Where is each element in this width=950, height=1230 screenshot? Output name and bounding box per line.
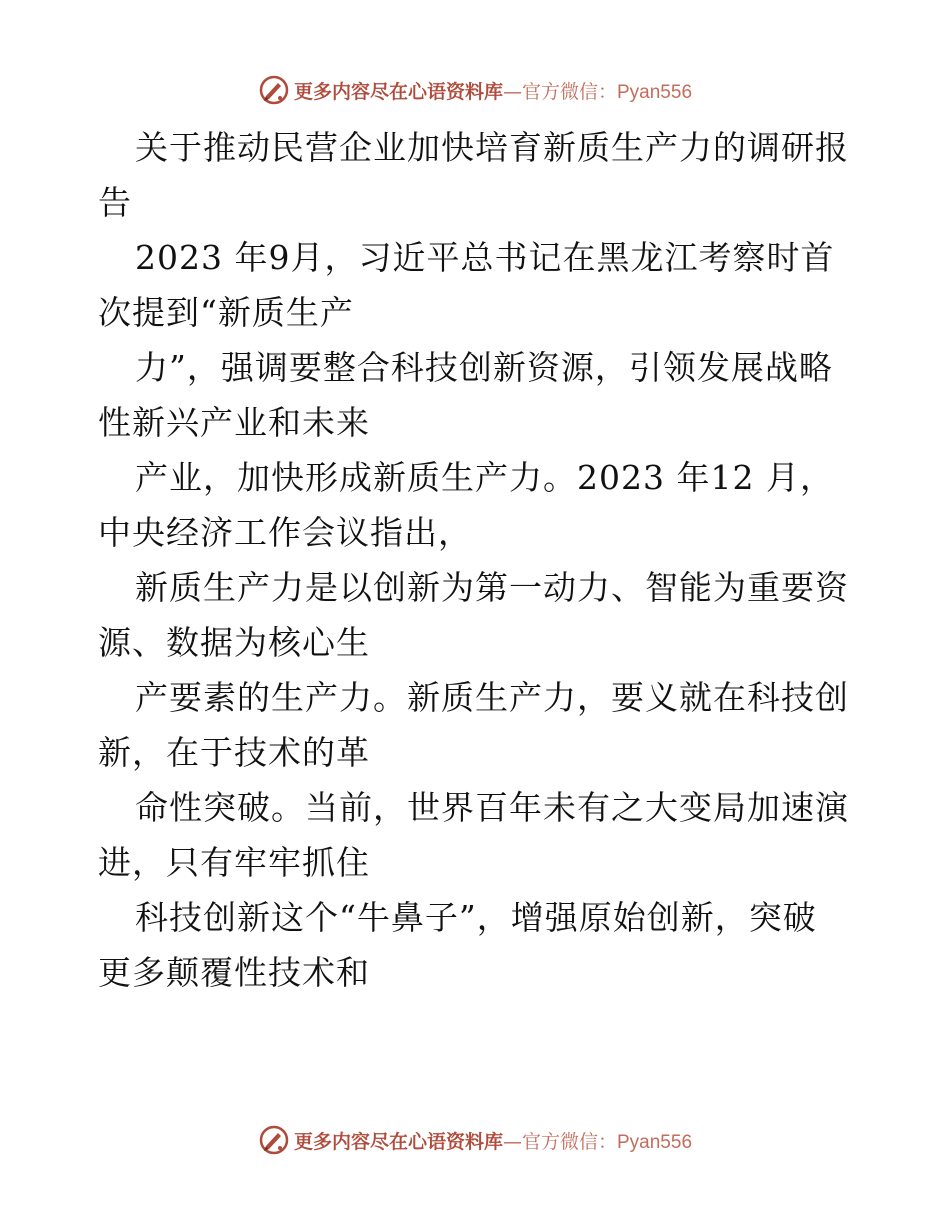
paragraph-line: 产要素的生产力。新质生产力，要义就在科技创 — [135, 678, 849, 717]
pen-logo-icon — [258, 74, 290, 106]
paragraph-line: 2023 年9月，习近平总书记在黑龙江考察时首 — [135, 238, 835, 277]
banner-main-text: 更多内容尽在心语资料库 — [293, 1130, 503, 1153]
banner-text — [294, 1127, 692, 1154]
paragraph-line: 产业，加快形成新质生产力。2023 年12 月， — [135, 458, 834, 497]
title-line-2: 告 — [98, 183, 132, 222]
banner-main-text: 更多内容尽在心语资料库 — [293, 80, 503, 103]
paragraph-line: 源、数据为核心生 — [98, 623, 370, 662]
footer-banner — [0, 1122, 950, 1158]
paragraph-line: 力”，强调要整合科技创新资源，引领发展战略 — [135, 348, 833, 387]
paragraph-line: 次提到“新质生产 — [98, 293, 354, 332]
pen-logo-icon — [258, 1124, 290, 1156]
banner-sub-text: 官方微信： — [521, 80, 617, 103]
title-line-1: 关于推动民营企业加快培育新质生产力的调研报 — [135, 128, 849, 167]
paragraph-line: 科技创新这个“牛鼻子”，增强原始创新，突破 — [135, 898, 817, 937]
paragraph-line: 进，只有牢牢抓住 — [98, 843, 370, 882]
paragraph-line: 新，在于技术的革 — [98, 733, 370, 772]
paragraph-line: 命性突破。当前，世界百年未有之大变局加速演 — [135, 788, 849, 827]
paragraph-line: 中央经济工作会议指出， — [98, 513, 472, 552]
paragraph-line: 性新兴产业和未来 — [98, 403, 370, 442]
banner-dash: — — [502, 80, 522, 103]
banner-dash: — — [502, 1130, 522, 1153]
banner-text — [294, 77, 692, 104]
paragraph-line: 新质生产力是以创新为第一动力、智能为重要资 — [135, 568, 849, 607]
header-banner — [0, 72, 950, 108]
paragraph-line: 更多颠覆性技术和 — [98, 953, 370, 992]
banner-wechat-id: Pyan556 — [617, 1131, 693, 1153]
banner-wechat-id: Pyan556 — [617, 81, 693, 103]
banner-sub-text: 官方微信： — [521, 1130, 617, 1153]
document-body — [98, 120, 858, 1000]
